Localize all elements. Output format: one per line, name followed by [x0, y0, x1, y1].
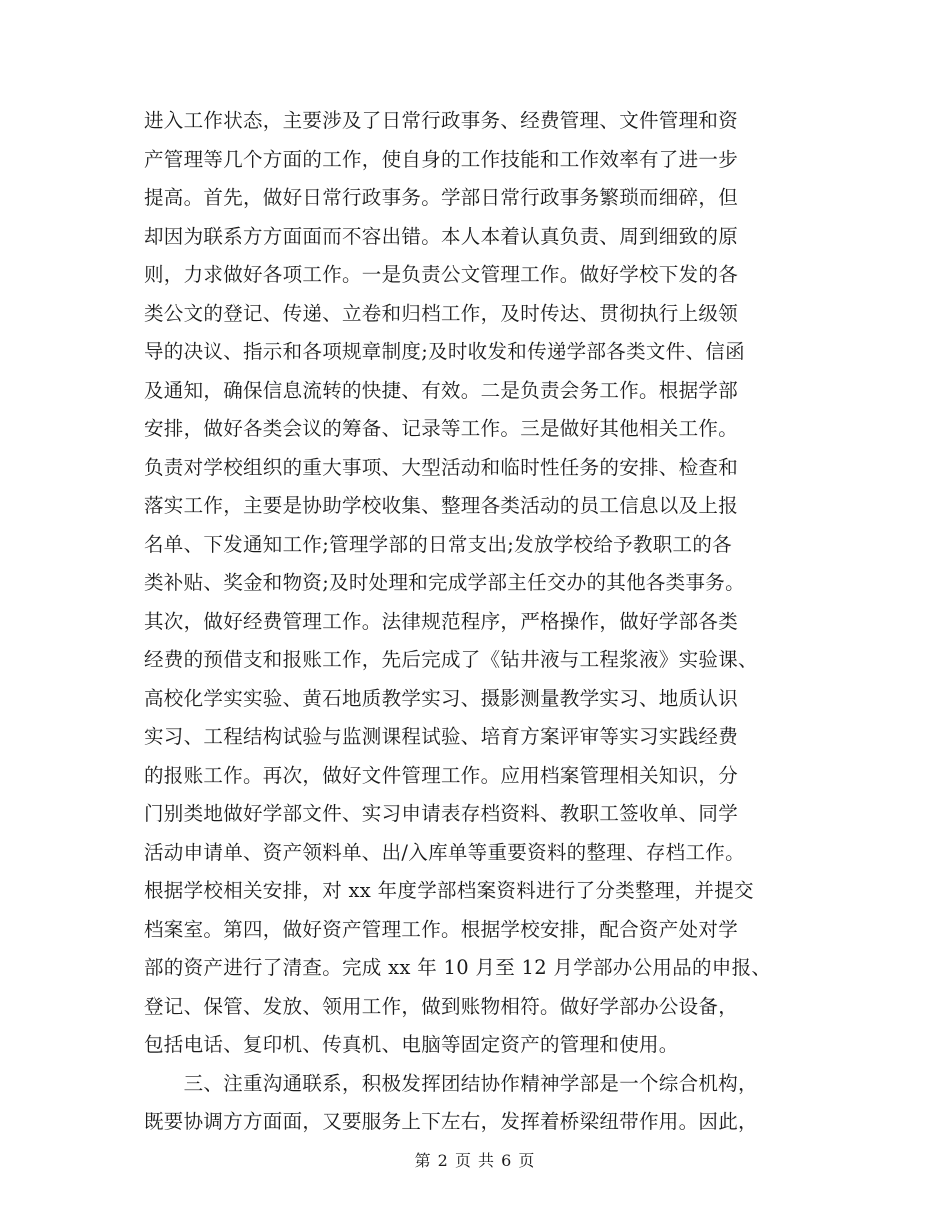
text-line: 其次，做好经费管理工作。法律规范程序，严格操作，做好学部各类: [144, 609, 739, 633]
text-line: 导的决议、指示和各项规章制度;及时收发和传递学部各类文件、信函: [144, 340, 745, 363]
text-line: 进入工作状态，主要涉及了日常行政事务、经费管理、文件管理和资: [144, 109, 739, 132]
text-line: 类公文的登记、传递、立卷和归档工作，及时传达、贯彻执行上级领: [144, 301, 739, 325]
text-line: 门别类地做好学部文件、实习申请表存档资料、教职工签收单、同学: [144, 802, 739, 825]
text-line: 部的资产进行了清查。完成 xx 年 10 月至 12 月学部办公用品的申报、: [144, 956, 772, 979]
text-line: 及通知，确保信息流转的快捷、有效。二是负责会务工作。根据学部: [144, 378, 739, 402]
text-line: 却因为联系方方面面而不容出错。本人本着认真负责、周到细致的原: [144, 224, 739, 248]
page-number-footer: 第 2 页 共 6 页: [414, 1151, 536, 1170]
text-line: 负责对学校组织的重大事项、大型活动和临时性任务的安排、检查和: [144, 455, 739, 479]
text-line: 三、注重沟通联系，积极发挥团结协作精神学部是一个综合机构，: [144, 1071, 758, 1095]
text-line: 包括电话、复印机、传真机、电脑等固定资产的管理和使用。: [144, 1033, 679, 1056]
text-line: 活动申请单、资产领料单、出/入库单等重要资料的整理、存档工作。: [144, 840, 745, 864]
body-text: [144, 102, 824, 1142]
text-line: 的报账工作。再次，做好文件管理工作。应用档案管理相关知识，分: [144, 763, 739, 787]
text-line: 类补贴、奖金和物资;及时处理和完成学部主任交办的其他各类事务。: [144, 571, 745, 594]
text-line: 则，力求做好各项工作。一是负责公文管理工作。做好学校下发的各: [144, 263, 739, 286]
text-line: 档案室。第四，做好资产管理工作。根据学校安排，配合资产处对学: [144, 917, 739, 941]
text-line: 既要协调方方面面，又要服务上下左右，发挥着桥梁纽带作用。因此，: [144, 1110, 758, 1133]
text-line: 实习、工程结构试验与监测课程试验、培育方案评审等实习实践经费: [144, 725, 739, 748]
text-line: 产管理等几个方面的工作，使自身的工作技能和工作效率有了进一步: [144, 147, 739, 171]
text-line: 落实工作，主要是协助学校收集、整理各类活动的员工信息以及上报: [144, 494, 739, 517]
text-line: 提高。首先，做好日常行政事务。学部日常行政事务繁琐而细碎，但: [144, 186, 739, 209]
text-line: 根据学校相关安排，对 xx 年度学部档案资料进行了分类整理，并提交: [144, 879, 754, 902]
text-line: 安排，做好各类会议的筹备、记录等工作。三是做好其他相关工作。: [144, 417, 739, 440]
text-line: 高校化学实实验、黄石地质教学实习、摄影测量教学实习、地质认识: [144, 686, 739, 710]
text-line: 登记、保管、发放、领用工作，做到账物相符。做好学部办公设备，: [144, 994, 739, 1018]
text-line: 经费的预借支和报账工作，先后完成了《钻井液与工程浆液》实验课、: [144, 648, 758, 671]
text-line: 名单、下发通知工作;管理学部的日常支出;发放学校给予教职工的各: [144, 532, 732, 556]
